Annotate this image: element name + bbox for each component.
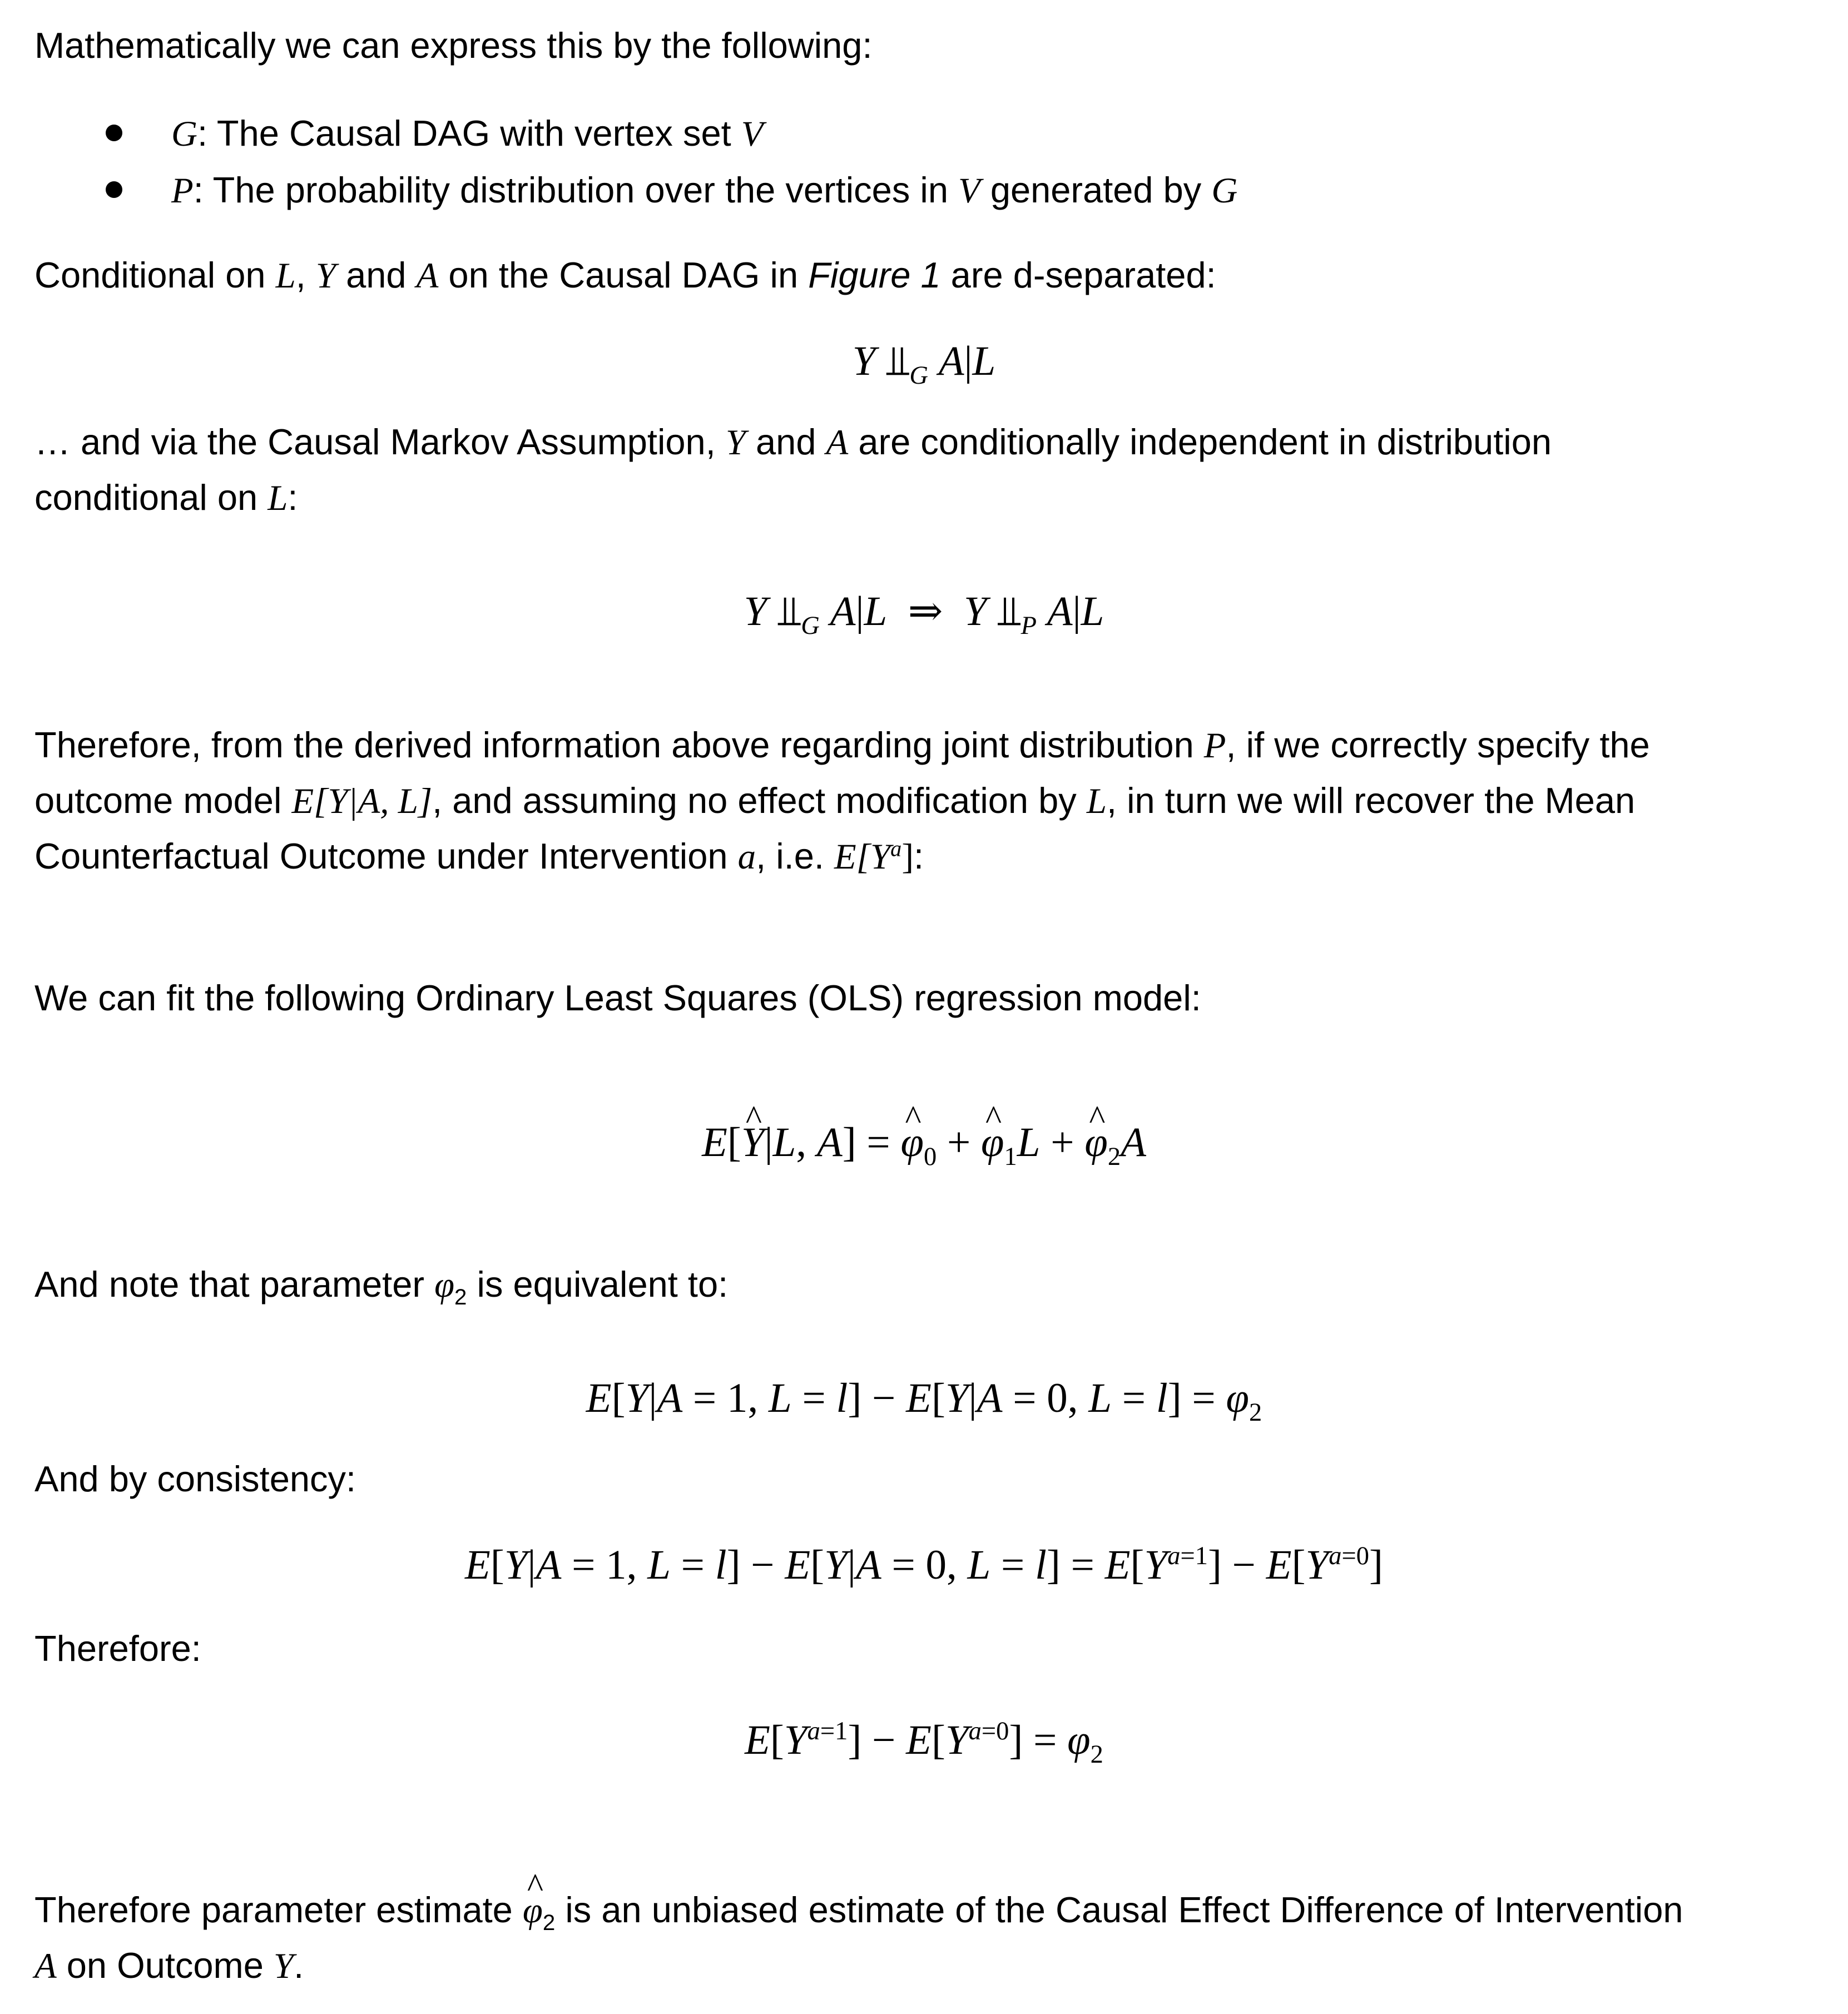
symbol-p: P	[1203, 726, 1226, 766]
symbol-y: Y	[273, 1946, 294, 1986]
dsep-text	[34, 247, 1814, 304]
superscript: a	[890, 836, 902, 861]
final-text-line1	[34, 1882, 1814, 1938]
final-text-line2	[34, 1938, 1814, 1994]
therefore-text: Therefore:	[34, 1628, 201, 1669]
symbol-l: L	[275, 256, 296, 296]
text-run: outcome model	[34, 780, 292, 821]
text-run: is an unbiased estimate of the Causal Effect Difference of Intervention	[555, 1889, 1683, 1930]
text-run: are conditionally independent in distribution	[848, 421, 1552, 462]
text-run: , and assuming no effect modification by	[432, 780, 1087, 821]
figure-reference: Figure 1	[808, 255, 941, 295]
symbol-a: A	[34, 1946, 57, 1986]
text-run: … and via the Causal Markov Assumption,	[34, 421, 726, 462]
bullet-dot	[106, 125, 122, 141]
text-run: , if we correctly specify the	[1226, 725, 1650, 765]
equation-ols-model: E[^ Y|L, A] = ^ $\varphi_0$ + ^ $\varphi_1L$ + ^ $\varphi_2A$	[0, 1112, 1848, 1173]
subscript: 2	[454, 1284, 467, 1309]
text-run: and	[336, 255, 417, 295]
text-run: are d-separated:	[940, 255, 1216, 295]
symbol-p: P	[171, 171, 194, 211]
subscript: 2	[542, 1910, 556, 1935]
bracket: ]	[901, 837, 914, 877]
therefore-text-line1	[34, 717, 1814, 773]
ols-text: We can fit the following Ordinary Least Squares (OLS) regression model:	[34, 978, 1201, 1018]
text-run: conditional on	[34, 477, 268, 518]
markov-text-line2	[34, 470, 1814, 526]
bullet-item-p	[171, 162, 1237, 219]
symbol-y: Y	[315, 256, 336, 296]
text-run: :	[913, 836, 924, 876]
therefore-text-line3	[34, 829, 1814, 885]
equation-markov: Y $⫫_G$ A|L ⇒ Y $⫫_P$ A|L	[744, 588, 1104, 640]
intro-text: Mathematically we can express this by the following:	[34, 25, 873, 66]
equation-result: $E[Y^{a=1}] - E[Y^{a=0}] = \varphi_2$	[745, 1717, 1103, 1769]
bullet-text: : The probability distribution over the vertices in	[193, 170, 959, 210]
bullet-dot	[106, 181, 122, 198]
text-run: on the Causal DAG in	[438, 255, 809, 295]
bullet-item-g	[171, 106, 763, 162]
equation-consistency: E[Y|A = 1, L = l] − E[Y|A = 0, $L = l] = E[Y^{a=1}] - E[Y^{a=0}]$	[465, 1542, 1383, 1588]
bullet-tail: generated by	[980, 170, 1212, 210]
markov-text-line1	[34, 414, 1814, 470]
symbol-g: G	[1211, 171, 1238, 211]
text-run: :	[288, 477, 298, 518]
text-run: Conditional on	[34, 255, 276, 295]
symbol-a: A	[826, 423, 849, 463]
text-run: is equivalent to:	[467, 1264, 729, 1304]
text-run: , in turn we will recover the Mean	[1107, 780, 1636, 821]
symbol-v: V	[741, 114, 764, 154]
outcome-model: E[Y|A, L]	[291, 781, 433, 821]
expectation: E[Y	[834, 837, 891, 877]
symbol-g: G	[171, 114, 197, 154]
text-run: .	[294, 1945, 304, 1986]
symbol-a: A	[416, 256, 439, 296]
bullet-text: : The Causal DAG with vertex set	[197, 113, 741, 153]
text-run: ,	[295, 255, 316, 295]
text-run: and	[745, 421, 826, 462]
equation-dsep: Y $⫫_G$ A|L	[852, 338, 996, 390]
symbol-l: L	[267, 478, 288, 518]
text-run: Therefore, from the derived information above regarding joint distribution	[34, 725, 1204, 765]
symbol-v: V	[958, 171, 980, 211]
therefore-text-line2	[34, 773, 1814, 829]
text-run: , i.e.	[756, 836, 835, 876]
symbol-l: L	[1086, 781, 1107, 821]
symbol-phi-hat: ^ φ	[523, 1883, 543, 1938]
text-run: Counterfactual Outcome under Intervention	[34, 836, 738, 876]
note-text	[34, 1257, 1814, 1313]
text-run: on Outcome	[56, 1945, 274, 1986]
equation-phi2: E[Y|A = 1, L = l] − E[Y|A = 0, $L = l] = \varphi_2$	[586, 1375, 1262, 1427]
consistency-text: And by consistency:	[34, 1459, 356, 1499]
text-run: And note that parameter	[34, 1264, 435, 1304]
text-run: Therefore parameter estimate	[34, 1889, 523, 1930]
symbol-y: Y	[725, 423, 746, 463]
symbol-a-lower: a	[737, 837, 756, 877]
symbol-phi: φ	[434, 1265, 455, 1305]
